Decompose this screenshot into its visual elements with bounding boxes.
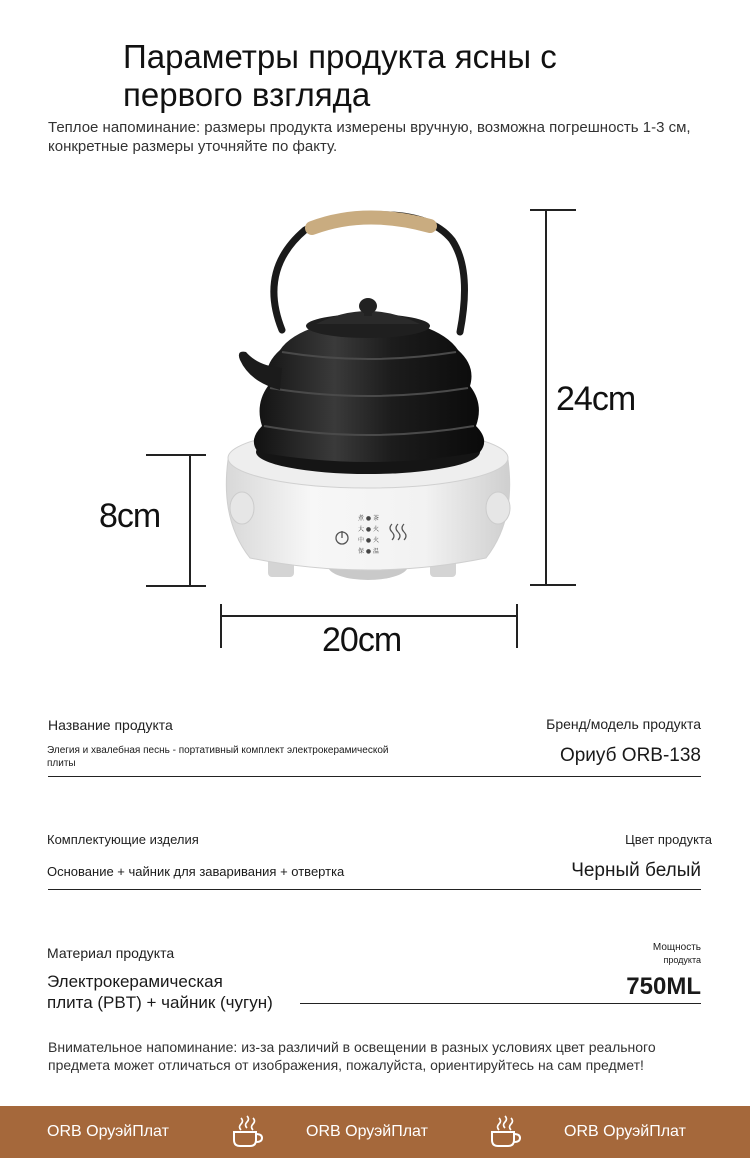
height-total-tick-bottom xyxy=(530,584,576,586)
page-title: Параметры продукта ясны с первого взгляда xyxy=(123,38,557,113)
steaming-cup-icon xyxy=(487,1114,523,1150)
power-label-line1: Мощность xyxy=(652,942,701,953)
divider xyxy=(48,889,701,890)
svg-text:大 ● 火: 大 ● 火 xyxy=(358,526,380,533)
steaming-cup-icon xyxy=(229,1114,265,1150)
height-base-tick-bottom xyxy=(146,585,206,587)
material-value-line1: Электрокерамическая xyxy=(47,972,223,991)
color-disclaimer: Внимательное напоминание: из-за различий в освещении в разных условиях цвет реального предмета может отличаться от изображения, пожалуйста, ориентируйтесь на сам предмет! xyxy=(48,1039,656,1073)
svg-text:中 ● 火: 中 ● 火 xyxy=(358,537,380,544)
height-base-label: 8cm xyxy=(99,497,161,535)
width-tick-right xyxy=(516,604,518,648)
width-tick-left xyxy=(220,604,222,648)
material-label: Материал продукта xyxy=(47,945,175,961)
footer-brand-3: ORB ОруэйПлат xyxy=(564,1123,686,1140)
footer-brand-2: ORB ОруэйПлат xyxy=(306,1123,428,1140)
power-label-line2: продукта xyxy=(663,955,701,965)
footer-bar xyxy=(0,1106,750,1158)
height-total-label: 24cm xyxy=(556,380,636,418)
product-image xyxy=(140,190,600,610)
color-label: Цвет продукта xyxy=(625,832,712,847)
material-value-line2: плита (PBT) + чайник (чугун) xyxy=(47,993,273,1012)
color-value: Черный белый xyxy=(571,860,701,881)
product-name-value: Элегия и хвалебная песнь - портативный комплект электрокерамической плиты xyxy=(47,745,389,769)
svg-text:保 ● 温: 保 ● 温 xyxy=(358,548,380,555)
power-value: 750ML xyxy=(626,973,701,1000)
divider xyxy=(300,1003,701,1004)
measurement-note: Теплое напоминание: размеры продукта измерены вручную, возможна погрешность 1-3 см, конкретные размеры уточняйте по факту. xyxy=(48,119,691,155)
height-base-dimension-line xyxy=(189,454,191,586)
brand-value: Ориуб ORB-138 xyxy=(559,745,701,766)
kit-value: Основание + чайник для заваривания + отвертка xyxy=(47,864,345,879)
brand-label: Бренд/модель продукта xyxy=(546,716,701,732)
height-total-tick-top xyxy=(530,209,576,211)
width-label: 20cm xyxy=(322,621,402,659)
width-dimension-line xyxy=(221,615,518,617)
divider xyxy=(48,776,701,777)
kit-label: Комплектующие изделия xyxy=(47,832,199,847)
product-name-label: Название продукта xyxy=(48,717,173,733)
footer-brand-1: ORB ОруэйПлат xyxy=(47,1123,169,1140)
svg-text:煮 ● 茶: 煮 ● 茶 xyxy=(358,515,380,522)
height-total-dimension-line xyxy=(545,210,547,585)
height-base-tick-top xyxy=(146,454,206,456)
